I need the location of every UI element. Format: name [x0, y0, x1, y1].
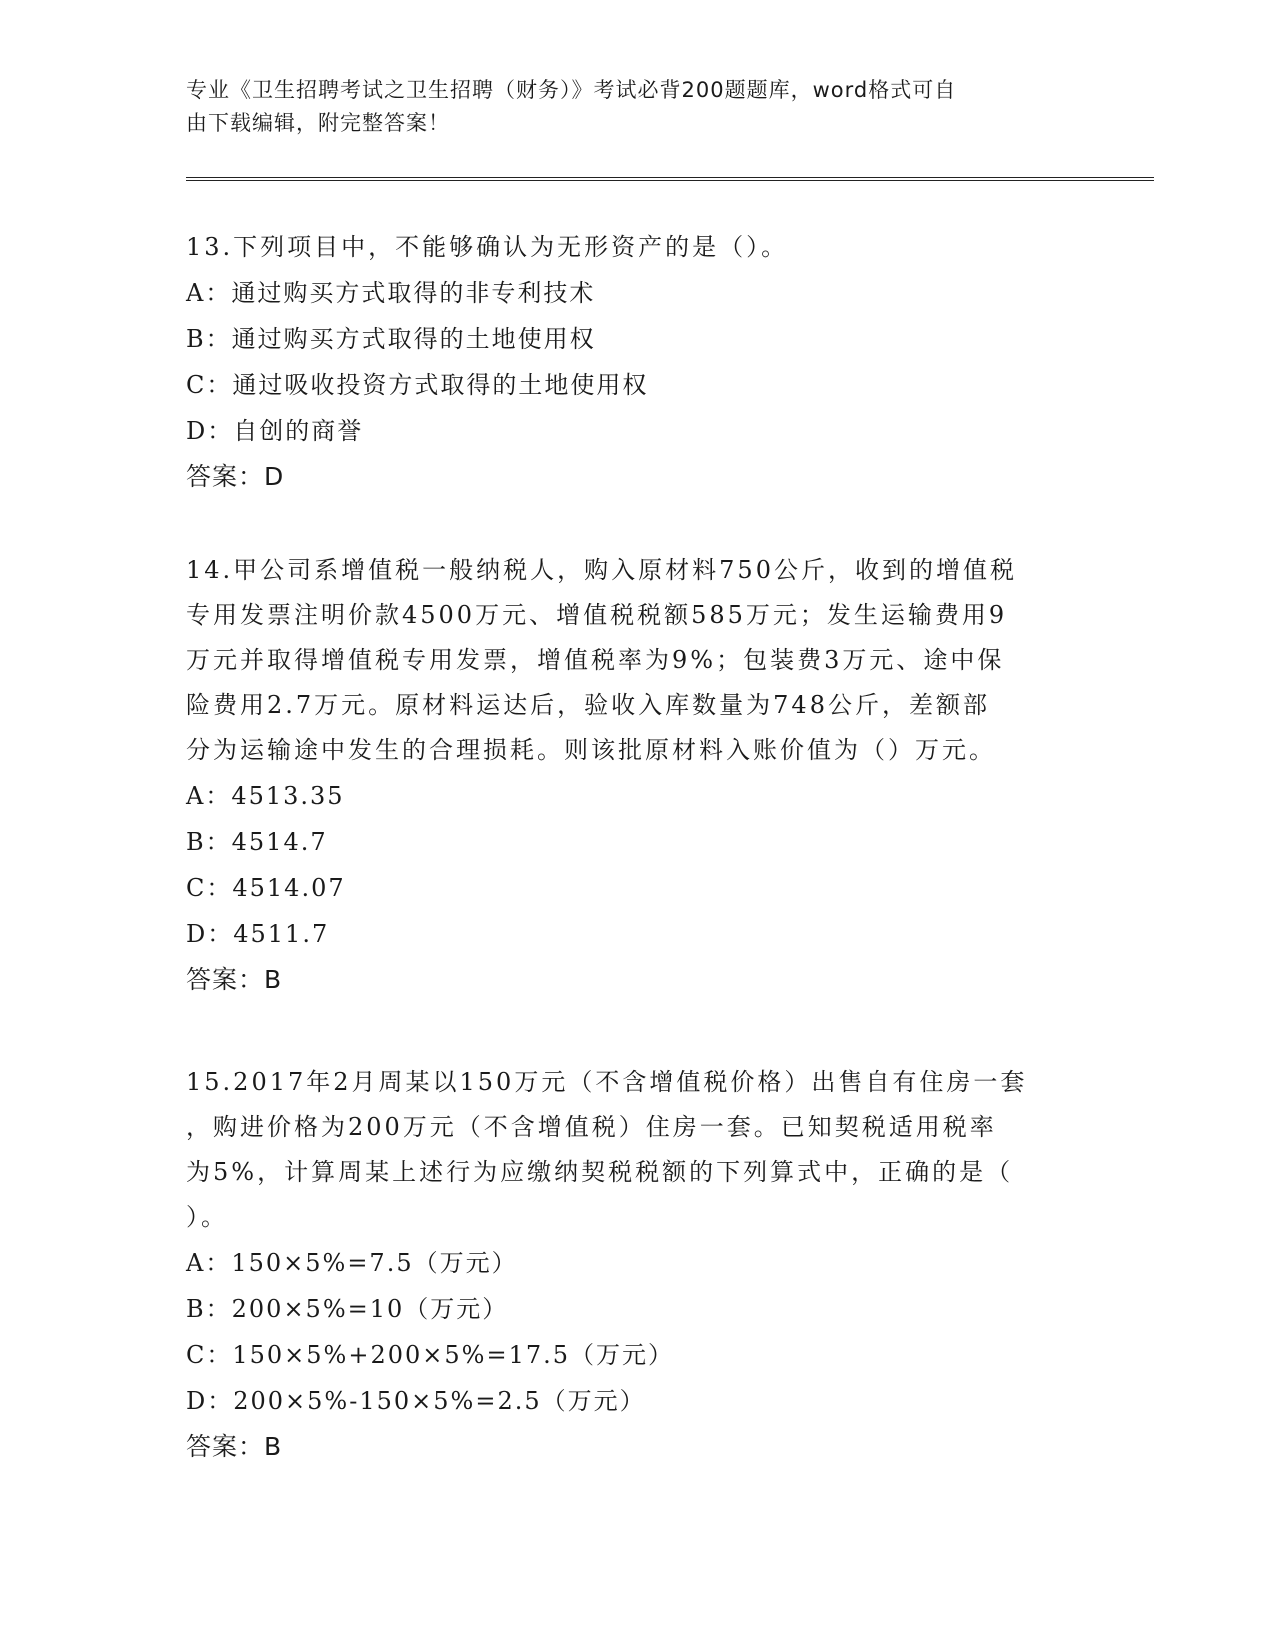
header-line-2: 由下载编辑，附完整答案！: [186, 111, 450, 135]
question-text-line: 13.下列项目中，不能够确认为无形资产的是（）。: [186, 233, 789, 261]
question-text-line: 为5%，计算周某上述行为应缴纳契税税额的下列算式中，正确的是（: [186, 1158, 1014, 1186]
question-text-line: ，购进价格为200万元（不含增值税）住房一套。已知契税适用税率: [186, 1113, 997, 1141]
question-13: [186, 225, 1086, 500]
option-d: D：200×5%-150×5%=2.5（万元）: [186, 1387, 646, 1415]
answer-line: 答案：B: [186, 965, 283, 994]
option-b: B：4514.7: [186, 828, 328, 856]
question-text-line: 险费用2.7万元。原材料运达后，验收入库数量为748公斤，差额部: [186, 691, 990, 719]
question-text-line: 15.2017年2月周某以150万元（不含增值税价格）出售自有住房一套: [186, 1068, 1028, 1096]
option-a: A：通过购买方式取得的非专利技术: [186, 279, 596, 307]
option-b: B：通过购买方式取得的土地使用权: [186, 325, 596, 353]
question-text-line: 14.甲公司系增值税一般纳税人，购入原材料750公斤，收到的增值税: [186, 556, 1017, 584]
option-d: D：自创的商誉: [186, 417, 364, 445]
option-c: C：通过吸收投资方式取得的土地使用权: [186, 371, 649, 399]
option-c: C：4514.07: [186, 874, 346, 902]
document-header: [186, 74, 1066, 140]
header-divider: [186, 177, 1154, 181]
answer-line: 答案：B: [186, 1432, 283, 1461]
option-d: D：4511.7: [186, 920, 330, 948]
header-line-1: 专业《卫生招聘考试之卫生招聘（财务）》考试必背200题题库，word格式可自: [186, 78, 957, 102]
option-a: A：150×5%=7.5（万元）: [186, 1249, 518, 1277]
answer-line: 答案：D: [186, 462, 285, 491]
option-a: A：4513.35: [186, 782, 345, 810]
question-14: [186, 548, 1086, 1003]
question-15: [186, 1060, 1086, 1470]
option-b: B：200×5%=10（万元）: [186, 1295, 509, 1323]
question-text-line: ）。: [186, 1203, 228, 1231]
option-c: C：150×5%+200×5%=17.5（万元）: [186, 1341, 675, 1369]
question-text-line: 专用发票注明价款4500万元、增值税税额585万元；发生运输费用9: [186, 601, 1008, 629]
question-text-line: 万元并取得增值税专用发票，增值税率为9%；包装费3万元、途中保: [186, 646, 1005, 674]
question-text-line: 分为运输途中发生的合理损耗。则该批原材料入账价值为（）万元。: [186, 736, 996, 764]
